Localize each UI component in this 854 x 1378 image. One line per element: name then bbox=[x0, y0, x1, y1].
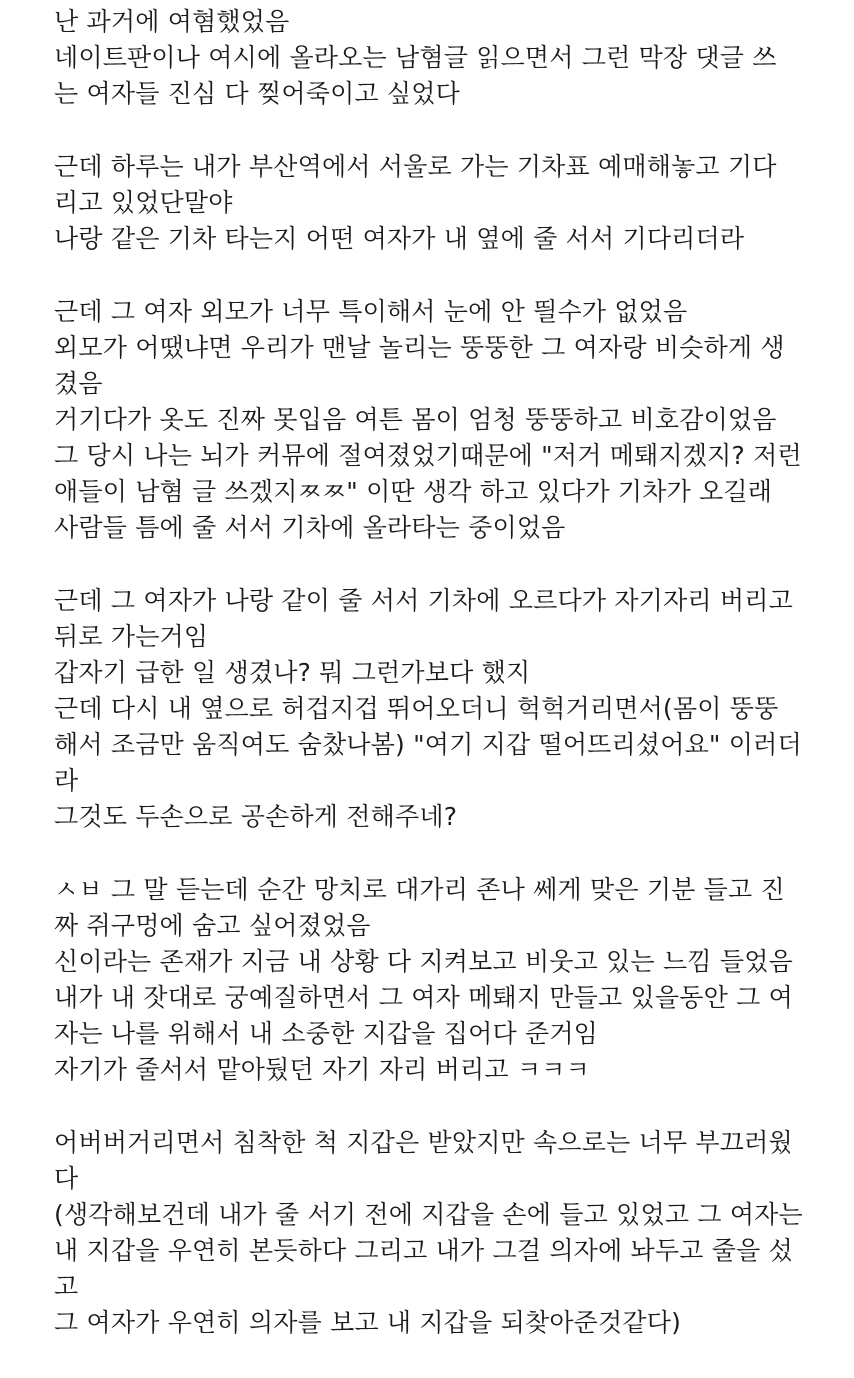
paragraph-1 bbox=[54, 4, 844, 112]
text-line: 외모가 어땠냐면 우리가 맨날 놀리는 뚱뚱한 그 여자랑 비슷하게 생 bbox=[54, 333, 785, 362]
text-line: 내가 내 잣대로 궁예질하면서 그 여자 메퇘지 만들고 있을동안 그 여 bbox=[54, 983, 793, 1012]
text-line: 근데 그 여자 외모가 너무 특이해서 눈에 안 띌수가 없었음 bbox=[54, 297, 688, 326]
text-line: 네이트판이나 여시에 올라오는 남혐글 읽으면서 그런 막장 댓글 쓰 bbox=[54, 43, 777, 72]
text-line: 뒤로 가는거임 bbox=[54, 622, 209, 651]
text-line: 다 bbox=[54, 1164, 79, 1193]
text-line: 짜 쥐구멍에 숨고 싶어졌었음 bbox=[54, 911, 371, 940]
text-line: 그것도 두손으로 공손하게 전해주네? bbox=[54, 802, 458, 831]
text-line: 애들이 남혐 글 쓰겠지ㅉㅉ" 이딴 생각 하고 있다가 기차가 오길래 bbox=[54, 477, 773, 506]
text-line: 고 bbox=[54, 1272, 79, 1301]
text-line: 근데 다시 내 옆으로 허겁지겁 뛰어오더니 헉헉거리면서(몸이 뚱뚱 bbox=[54, 694, 779, 723]
text-line: 신이라는 존재가 지금 내 상황 다 지켜보고 비웃고 있는 느낌 들었음 bbox=[54, 947, 793, 976]
text-line: 겼음 bbox=[54, 369, 103, 398]
text-line: 리고 있었단말야 bbox=[54, 188, 233, 217]
text-line: 자기가 줄서서 맡아뒀던 자기 자리 버리고 ㅋㅋㅋ bbox=[54, 1055, 590, 1084]
paragraph-4 bbox=[54, 583, 844, 835]
paragraph-3 bbox=[54, 294, 844, 546]
text-line: 나랑 같은 기차 타는지 어떤 여자가 내 옆에 줄 서서 기다리더라 bbox=[54, 224, 745, 253]
text-line: 내 지갑을 우연히 본듯하다 그리고 내가 그걸 의자에 놔두고 줄을 섰 bbox=[54, 1236, 793, 1265]
text-line: 근데 하루는 내가 부산역에서 서울로 가는 기차표 예매해놓고 기다 bbox=[54, 152, 777, 181]
text-line: 해서 조금만 움직여도 숨찼나봄) "여기 지갑 떨어뜨리셨어요" 이러더 bbox=[54, 730, 802, 759]
text-line: 어버버거리면서 침착한 척 지갑은 받았지만 속으로는 너무 부끄러웠 bbox=[54, 1128, 793, 1157]
text-line: 자는 나를 위해서 내 소중한 지갑을 집어다 준거임 bbox=[54, 1019, 599, 1048]
text-line: 그 여자가 우연히 의자를 보고 내 지갑을 되찾아준것같다) bbox=[54, 1308, 682, 1337]
post-body bbox=[54, 4, 844, 1378]
text-line: 거기다가 옷도 진짜 못입음 여튼 몸이 엄청 뚱뚱하고 비호감이었음 bbox=[54, 405, 777, 434]
text-line: 난 과거에 여혐했었음 bbox=[54, 7, 290, 36]
text-line: 그 당시 나는 뇌가 커뮤에 절여졌었기때문에 "저거 메퇘지겠지? 저런 bbox=[54, 441, 802, 470]
text-line: 근데 그 여자가 나랑 같이 줄 서서 기차에 오르다가 자기자리 버리고 bbox=[54, 586, 793, 615]
paragraph-5 bbox=[54, 872, 844, 1088]
text-line: 갑자기 급한 일 생겼나? 뭐 그런가보다 했지 bbox=[54, 658, 531, 687]
text-line: 사람들 틈에 줄 서서 기차에 올라타는 중이었음 bbox=[54, 513, 566, 542]
text-line: 라 bbox=[54, 766, 79, 795]
text-line: ㅅㅂ 그 말 듣는데 순간 망치로 대가리 존나 쎄게 맞은 기분 들고 진 bbox=[54, 875, 785, 904]
paragraph-6 bbox=[54, 1125, 844, 1341]
text-line: 는 여자들 진심 다 찢어죽이고 싶었다 bbox=[54, 79, 460, 108]
text-line: (생각해보건데 내가 줄 서기 전에 지갑을 손에 들고 있었고 그 여자는 bbox=[54, 1200, 803, 1229]
paragraph-2 bbox=[54, 149, 844, 257]
